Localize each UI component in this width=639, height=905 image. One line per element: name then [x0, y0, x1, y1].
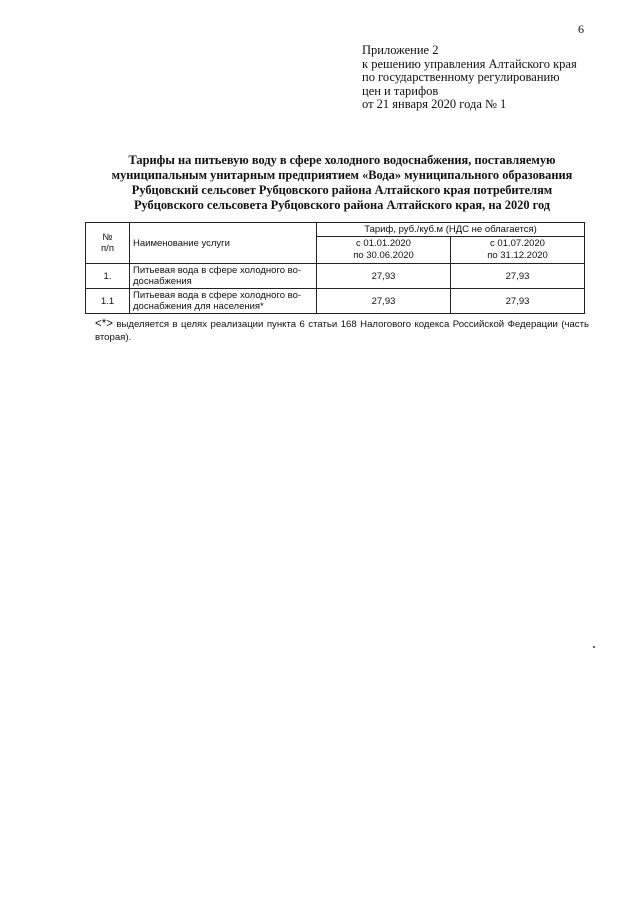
- table-header-row: [86, 223, 585, 237]
- period-2-start: с 01.07.2020: [490, 238, 545, 249]
- footnote-mark: <*>: [95, 318, 113, 330]
- period-2-end: по 31.12.2020: [487, 250, 548, 261]
- appendix-line: к решению управления Алтайского края: [362, 56, 577, 71]
- header-period-2: [451, 237, 585, 264]
- period-1-end: по 30.06.2020: [353, 250, 414, 261]
- footnote: [95, 318, 589, 344]
- appendix-block: [362, 44, 577, 112]
- row-value-period-1: 27,93: [317, 289, 451, 314]
- table-row: [86, 264, 585, 289]
- table-row: [86, 289, 585, 314]
- row-service-name: [130, 264, 317, 289]
- appendix-line: по государственному регулированию: [362, 70, 560, 84]
- appendix-line: цен и тарифов: [362, 83, 439, 98]
- service-name-line1: Питьевая вода в сфере холодного во-: [133, 290, 302, 301]
- title-line: муниципальным унитарным предприятием «Вода» муниципального образования: [111, 168, 573, 182]
- row-number: 1.1: [86, 289, 130, 314]
- row-value-period-1: 27,93: [317, 264, 451, 289]
- row-value-period-2: 27,93: [451, 289, 585, 314]
- header-service-name: Наименование услуги: [130, 223, 317, 264]
- title-line: Рубцовский сельсовет Рубцовского района Алтайского края потребителям: [131, 183, 553, 197]
- service-name-line1: Питьевая вода в сфере холодного во-: [133, 265, 302, 276]
- scan-speck: [593, 646, 595, 648]
- service-name-line2: доснабжения для населения*: [133, 301, 264, 312]
- header-number-line2: п/п: [101, 243, 114, 254]
- appendix-line: Приложение 2: [362, 43, 439, 57]
- tariff-table: [85, 222, 585, 314]
- row-service-name: [130, 289, 317, 314]
- header-number: [86, 223, 130, 264]
- page-number: 6: [578, 22, 584, 36]
- period-1-start: с 01.01.2020: [356, 238, 411, 249]
- footnote-text: выделяется в целях реализации пункта 6 статьи 168 Налогового кодекса Российской Федерации (часть вторая).: [95, 319, 589, 343]
- title-line: Рубцовского сельсовета Рубцовского района Алтайского края, на 2020 год: [133, 198, 551, 212]
- header-tariff: Тариф, руб./куб.м (НДС не облагается): [317, 223, 585, 237]
- appendix-line: от 21 января 2020 года № 1: [362, 97, 507, 111]
- service-name-line2: доснабжения: [133, 276, 192, 287]
- document-title: [82, 153, 602, 213]
- row-number: 1.: [86, 264, 130, 289]
- header-period-1: [317, 237, 451, 264]
- title-line: Тарифы на питьевую воду в сфере холодного водоснабжения, поставляемую: [128, 153, 556, 167]
- header-number-line1: №: [102, 232, 113, 243]
- row-value-period-2: 27,93: [451, 264, 585, 289]
